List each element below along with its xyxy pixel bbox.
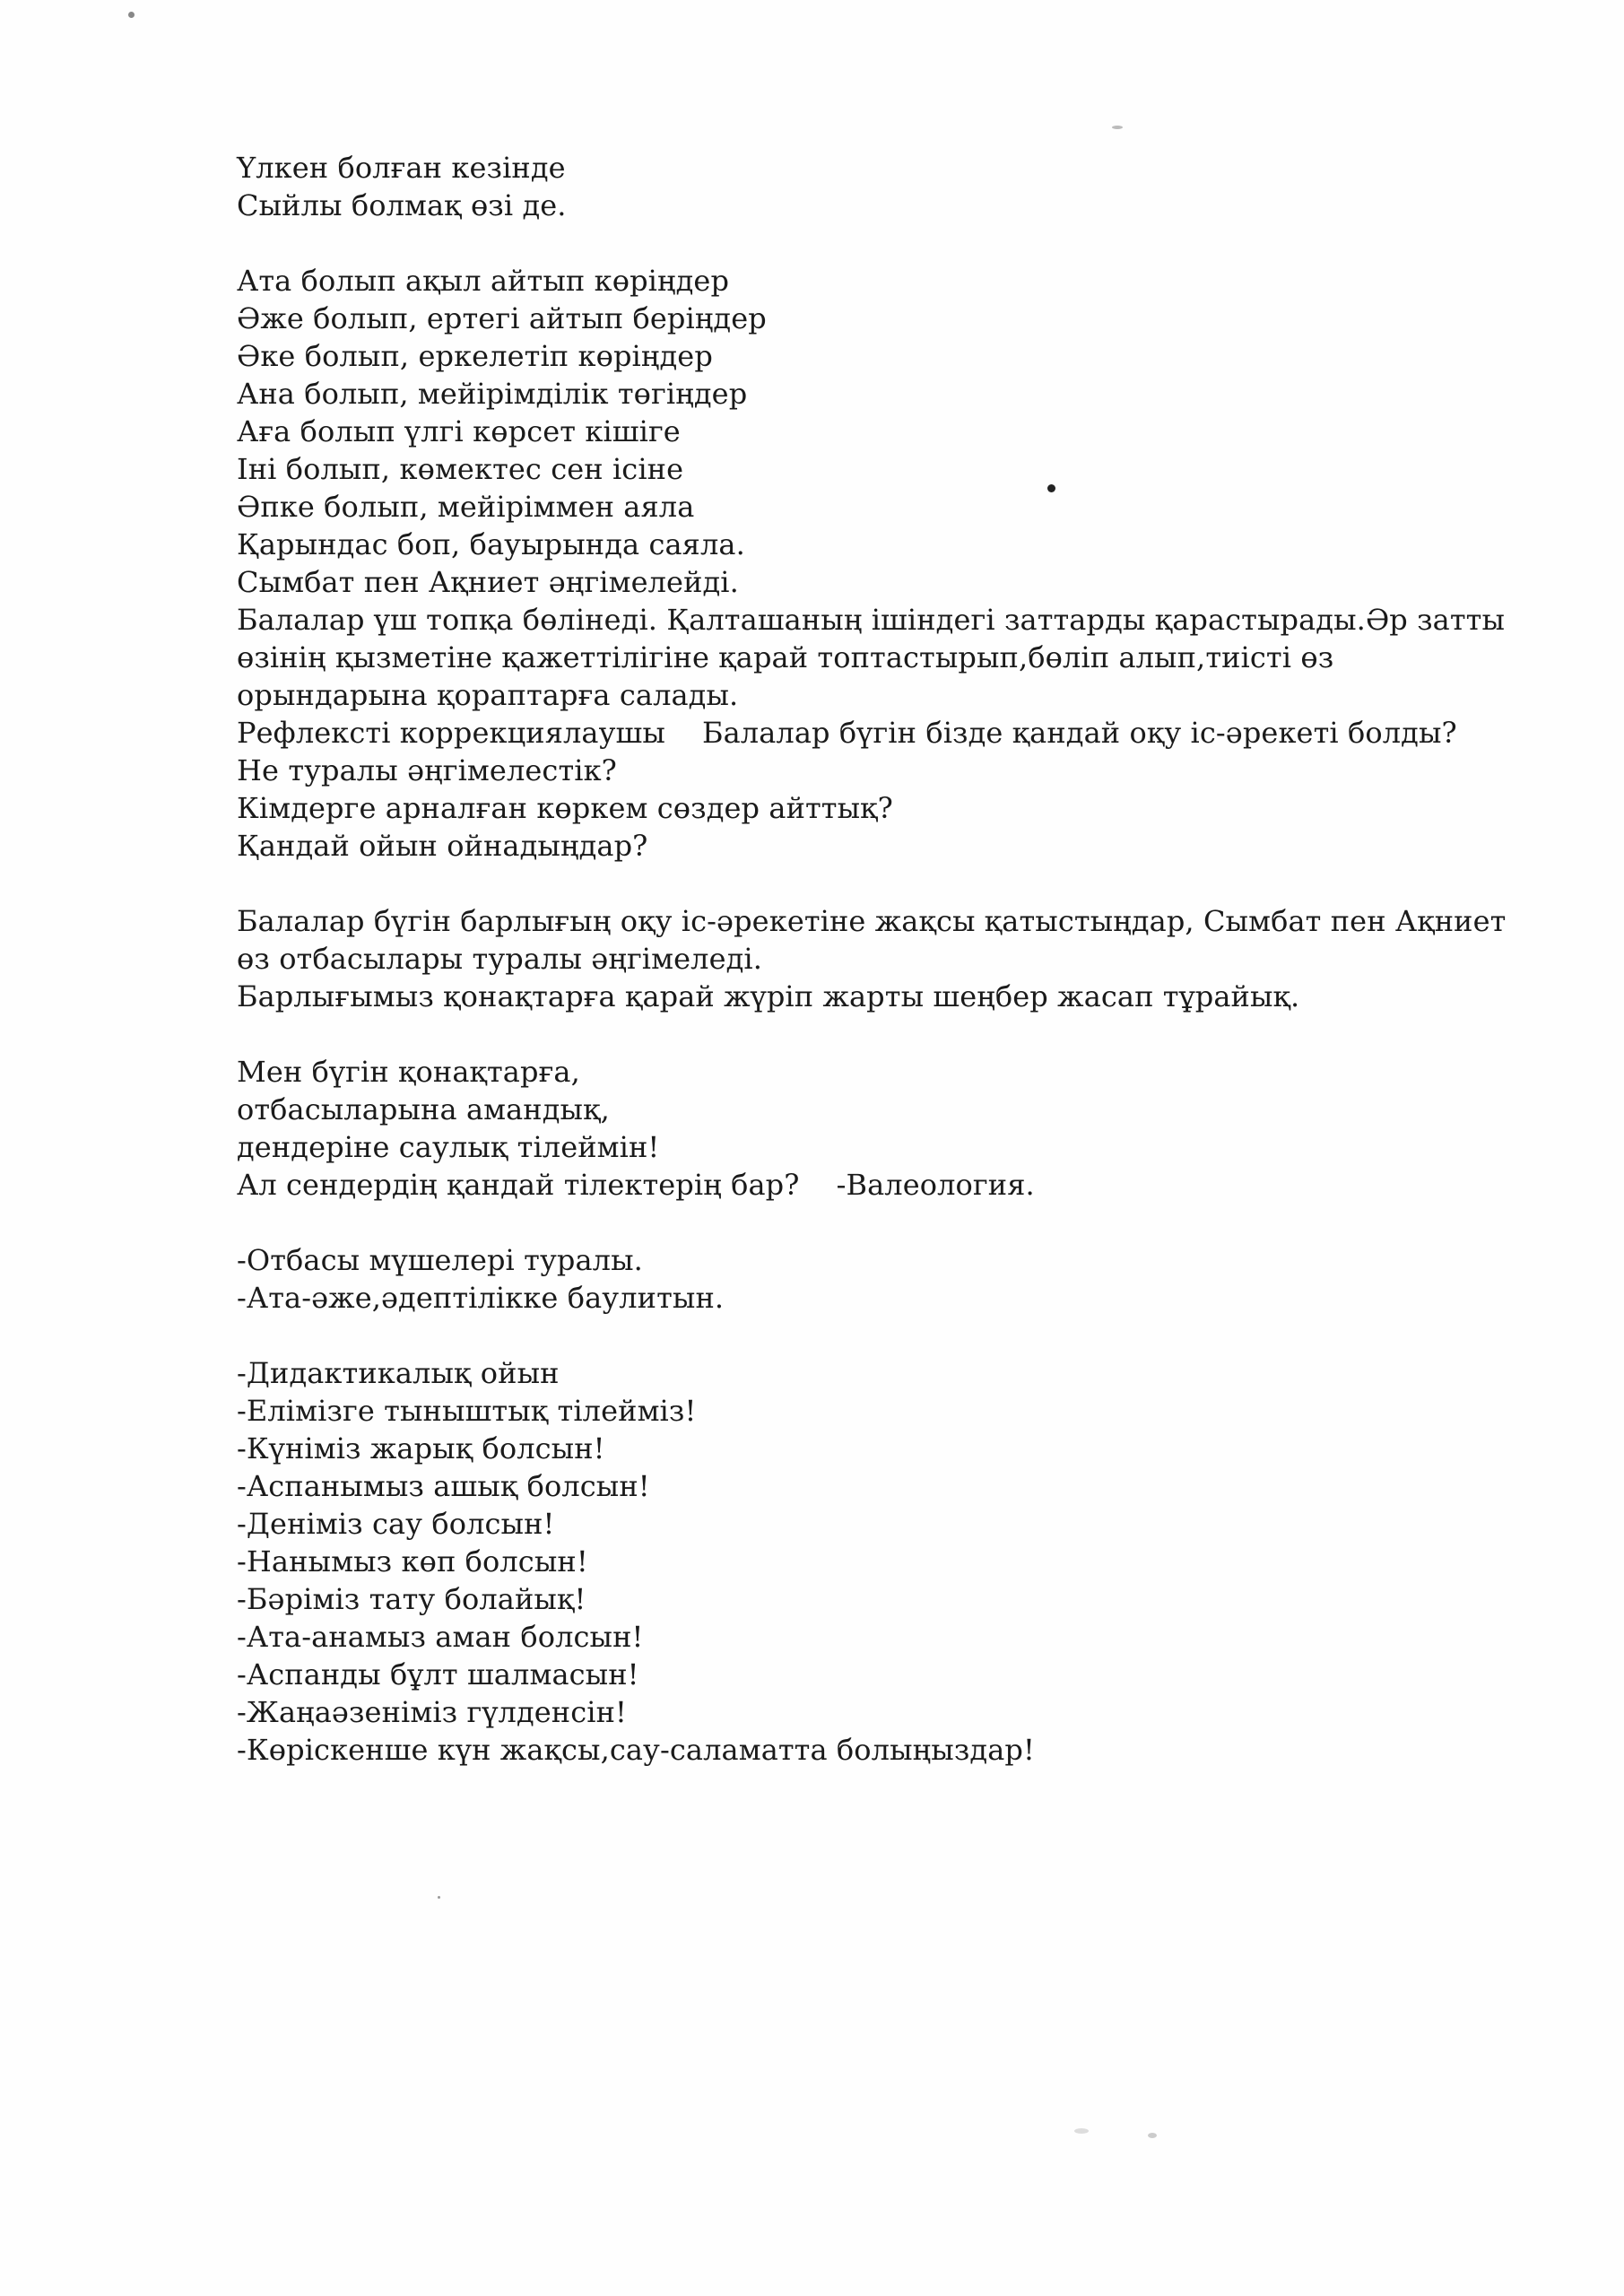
text-line: Балалар үш топқа бөлінеді. Қалташаның ішіндегі заттарды қарастырады.Әр затты (237, 603, 1506, 637)
text-line: дендеріне саулық тілеймін! (237, 1130, 660, 1164)
text-line: Сымбат пен Ақниет әңгімелейді. (237, 565, 739, 599)
text-line: Балалар бүгін барлығың оқу іс-әрекетіне жақсы қатыстыңдар, Сымбат пен Ақниет (237, 904, 1507, 938)
text-line: -Күніміз жарық болсын! (237, 1431, 605, 1465)
scan-speck (1112, 126, 1123, 129)
text-line: Ата болып ақыл айтып көріңдер (237, 264, 730, 298)
text-line: Кімдерге арналған көркем сөздер айттық? (237, 791, 893, 825)
paragraph-gap (237, 1015, 1528, 1053)
text-line: Қандай ойын ойнадыңдар? (237, 829, 648, 863)
text-block-summary (237, 902, 1528, 1015)
paragraph-gap (237, 865, 1528, 902)
text-line: Үлкен болған кезінде (237, 151, 566, 185)
paragraph-gap (237, 1204, 1528, 1241)
text-line: Әке болып, еркелетіп көріңдер (237, 339, 713, 373)
text-line: -Жаңаәзеніміз гүлденсін! (237, 1695, 627, 1729)
scan-speck (1148, 2133, 1157, 2138)
text-line: -Отбасы мүшелері туралы. (237, 1243, 643, 1277)
text-line: өзінің қызметіне қажеттілігіне қарай топтастырып,бөліп алып,тиісті өз (237, 640, 1334, 674)
text-line: -Бәріміз тату болайық! (237, 1582, 586, 1616)
text-block-closing-verse (237, 149, 1528, 224)
text-line: өз отбасылары туралы әңгімеледі. (237, 942, 763, 976)
text-line: -Көріскенше күн жақсы,сау-саламатта болыңыздар! (237, 1733, 1035, 1767)
paragraph-gap (237, 224, 1528, 262)
text-line: Ана болып, мейірімділік төгіңдер (237, 377, 748, 411)
text-block-wishes-list (237, 1354, 1528, 1769)
text-line: Не туралы әңгімелестік? (237, 753, 617, 787)
text-line: -Елімізге тыныштық тілейміз! (237, 1394, 697, 1428)
text-line: -Деніміз сау болсын! (237, 1507, 555, 1541)
scan-speck (438, 1896, 440, 1899)
text-line: -Аспанымыз ашық болсын! (237, 1469, 650, 1503)
paragraph-gap (237, 1317, 1528, 1354)
scan-speck (1074, 2128, 1089, 2134)
text-line: Мен бүгін қонақтарға, (237, 1055, 580, 1089)
document-body (237, 149, 1528, 1769)
text-line: орындарына қораптарға салады. (237, 678, 739, 712)
text-line: отбасыларына амандық, (237, 1092, 610, 1126)
text-line: Рефлексті коррекциялаушы Балалар бүгін бізде қандай оқу іс-әрекеті болды? (237, 716, 1457, 750)
text-line: Аға болып үлгі көрсет кішіге (237, 414, 681, 448)
text-line: -Дидактикалық ойын (237, 1356, 560, 1390)
text-line: -Нанымыз көп болсын! (237, 1544, 588, 1578)
text-line: Іні болып, көмектес сен ісіне (237, 452, 684, 486)
scan-speck (128, 12, 135, 18)
text-block-wishes-intro (237, 1053, 1528, 1204)
text-line: Ал сендердің қандай тілектерің бар? -Валеология. (237, 1168, 1035, 1202)
text-block-answers (237, 1241, 1528, 1317)
text-line: -Ата-анамыз аман болсын! (237, 1620, 644, 1654)
text-line: Әже болып, ертегі айтып беріңдер (237, 301, 767, 335)
text-line: -Ата-әже,әдептілікке баулитын. (237, 1281, 725, 1315)
text-line: -Аспанды бұлт шалмасын! (237, 1657, 639, 1692)
text-line: Әпке болып, мейіріммен аяла (237, 490, 695, 524)
text-line: Қарындас боп, бауырында саяла. (237, 527, 745, 561)
text-line: Барлығымыз қонақтарға қарай жүріп жарты шеңбер жасап тұрайық. (237, 979, 1300, 1013)
text-block-family-poem (237, 262, 1528, 865)
text-line: Сыйлы болмақ өзі де. (237, 188, 567, 222)
